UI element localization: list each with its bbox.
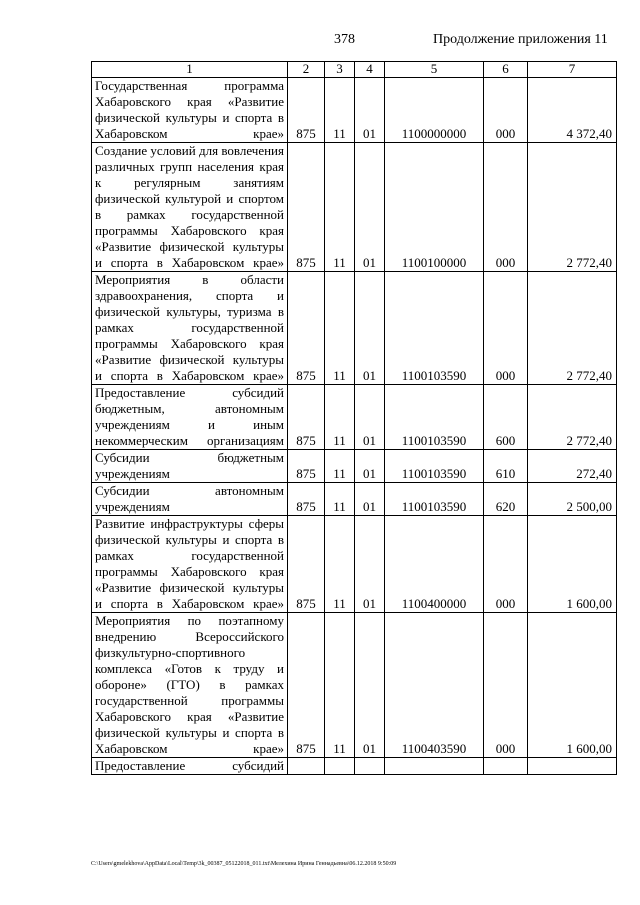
row-code-cell: 11	[325, 78, 355, 143]
table-row	[92, 483, 617, 516]
row-code-cell: 875	[288, 450, 325, 483]
column-header: 7	[528, 62, 617, 78]
column-header: 3	[325, 62, 355, 78]
row-amount-cell: 2 772,40	[528, 143, 617, 272]
table-row	[92, 450, 617, 483]
row-name-cell: Мероприятия по поэтапному внедрению Всероссийского физкультурно-спортивного комплекса «Готов к труду и обороне» (ГТО) в рамках государственной программы Хабаровского края «Развитие физической культуры и спорта в Хабаровском крае»	[92, 613, 288, 758]
row-code-cell: 000	[484, 143, 528, 272]
row-code-cell: 1100103590	[385, 450, 484, 483]
row-code-cell: 11	[325, 613, 355, 758]
table-row	[92, 758, 617, 775]
row-amount-cell: 2 772,40	[528, 272, 617, 385]
row-code-cell: 1100403590	[385, 613, 484, 758]
row-code-cell: 875	[288, 516, 325, 613]
column-header: 5	[385, 62, 484, 78]
row-code-cell: 875	[288, 385, 325, 450]
row-amount-cell: 2 500,00	[528, 483, 617, 516]
row-code-cell: 11	[325, 272, 355, 385]
row-code-cell: 11	[325, 483, 355, 516]
row-code-cell: 875	[288, 613, 325, 758]
row-amount-cell: 2 772,40	[528, 385, 617, 450]
row-name-cell: Предоставление субсидий	[92, 758, 288, 775]
row-code-cell	[355, 758, 385, 775]
row-name-cell: Субсидии автономным учреждениям	[92, 483, 288, 516]
table-row	[92, 613, 617, 758]
table-row	[92, 516, 617, 613]
row-code-cell: 600	[484, 385, 528, 450]
row-code-cell	[385, 758, 484, 775]
row-code-cell: 11	[325, 143, 355, 272]
table-row	[92, 385, 617, 450]
row-code-cell: 875	[288, 272, 325, 385]
row-code-cell: 11	[325, 450, 355, 483]
row-code-cell: 000	[484, 78, 528, 143]
row-code-cell: 01	[355, 450, 385, 483]
row-code-cell: 01	[355, 483, 385, 516]
row-code-cell	[325, 758, 355, 775]
page-number: 378	[334, 32, 355, 47]
column-header: 4	[355, 62, 385, 78]
row-amount-cell	[528, 758, 617, 775]
row-name-cell: Предоставление субсидий бюджетным, автономным учреждениям и иным некоммерческим организациям	[92, 385, 288, 450]
row-name-cell: Развитие инфраструктуры сферы физической культуры и спорта в рамках государственной программы Хабаровского края «Развитие физической культуры и спорта в Хабаровском крае»	[92, 516, 288, 613]
row-name-cell: Создание условий для вовлечения различных групп населения края к регулярным занятиям физической культурой и спортом в рамках государственной программы Хабаровского края «Развитие физической культуры и спорта в Хабаровском крае»	[92, 143, 288, 272]
row-code-cell: 620	[484, 483, 528, 516]
table-row	[92, 272, 617, 385]
row-code-cell	[484, 758, 528, 775]
row-code-cell: 000	[484, 272, 528, 385]
row-code-cell: 000	[484, 516, 528, 613]
appendix-continuation-title: Продолжение приложения 11	[433, 32, 608, 47]
row-code-cell: 01	[355, 272, 385, 385]
row-code-cell: 000	[484, 613, 528, 758]
row-name-cell: Мероприятия в области здравоохранения, спорта и физической культуры, туризма в рамках государственной программы Хабаровского края «Развитие физической культуры и спорта в Хабаровском крае»	[92, 272, 288, 385]
row-code-cell: 01	[355, 516, 385, 613]
row-code-cell: 01	[355, 613, 385, 758]
row-code-cell: 875	[288, 78, 325, 143]
row-code-cell: 11	[325, 385, 355, 450]
row-code-cell: 01	[355, 78, 385, 143]
column-header: 1	[92, 62, 288, 78]
row-code-cell: 875	[288, 483, 325, 516]
row-code-cell: 875	[288, 143, 325, 272]
budget-table	[91, 61, 617, 775]
row-code-cell: 11	[325, 516, 355, 613]
row-code-cell	[288, 758, 325, 775]
row-code-cell: 1100400000	[385, 516, 484, 613]
row-amount-cell: 4 372,40	[528, 78, 617, 143]
column-header: 2	[288, 62, 325, 78]
row-name-cell: Государственная программа Хабаровского края «Развитие физической культуры и спорта в Хабаровском крае»	[92, 78, 288, 143]
table-header-row	[92, 62, 617, 78]
file-path-footer: C:\Users\gmelekhova\AppData\Local\Temp\3k_00387_05122018_011.txt\Мелехина Ирина Геннадьевна\06.12.2018 9:50:09	[91, 861, 397, 867]
row-code-cell: 610	[484, 450, 528, 483]
table-row	[92, 78, 617, 143]
row-amount-cell: 272,40	[528, 450, 617, 483]
table-row	[92, 143, 617, 272]
row-code-cell: 1100100000	[385, 143, 484, 272]
row-code-cell: 01	[355, 143, 385, 272]
row-code-cell: 1100103590	[385, 385, 484, 450]
row-name-cell: Субсидии бюджетным учреждениям	[92, 450, 288, 483]
column-header: 6	[484, 62, 528, 78]
row-code-cell: 01	[355, 385, 385, 450]
row-code-cell: 1100103590	[385, 272, 484, 385]
row-code-cell: 1100103590	[385, 483, 484, 516]
row-amount-cell: 1 600,00	[528, 613, 617, 758]
row-amount-cell: 1 600,00	[528, 516, 617, 613]
row-code-cell: 1100000000	[385, 78, 484, 143]
